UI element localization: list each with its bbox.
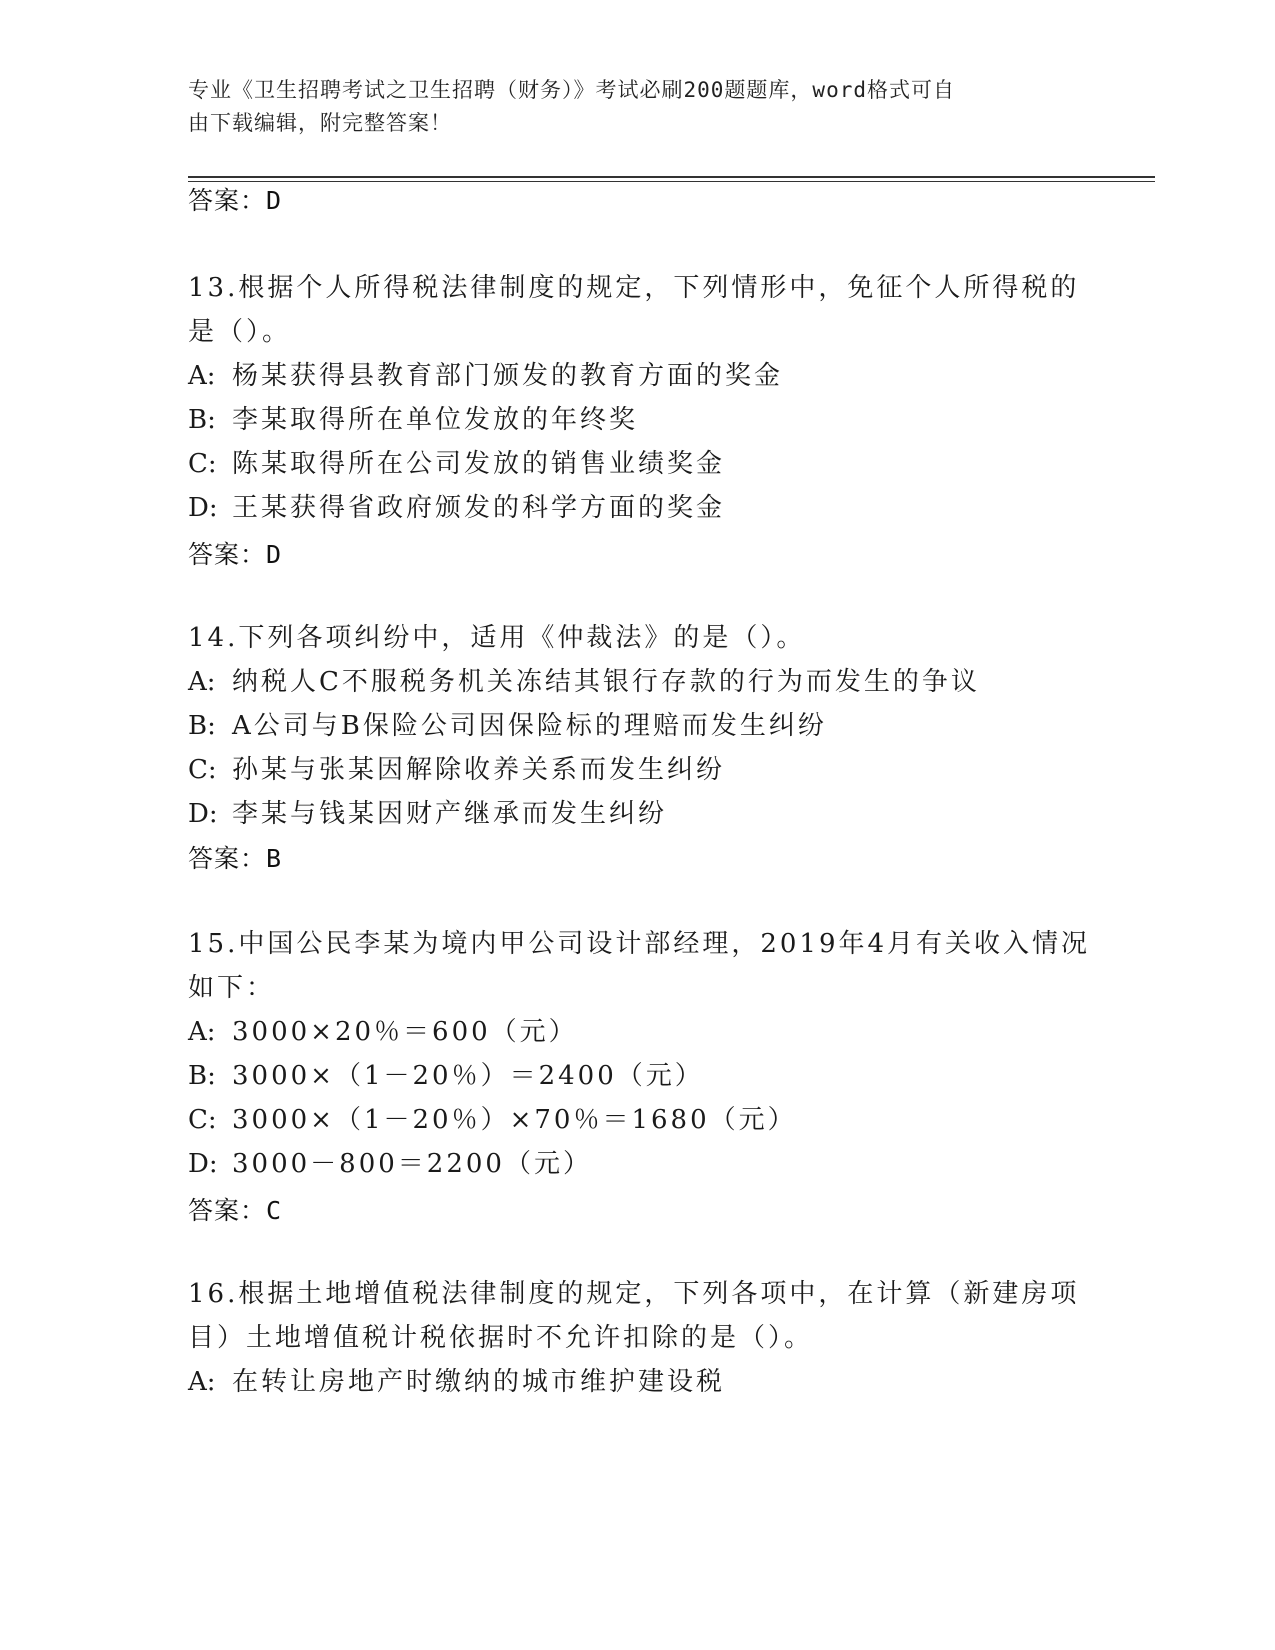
answer-label: 答案： bbox=[188, 844, 267, 873]
answer-value: C bbox=[266, 1196, 282, 1225]
option-letter: B: bbox=[188, 711, 216, 741]
question-14-option-a bbox=[188, 664, 980, 700]
option-letter: A: bbox=[188, 667, 216, 697]
question-13-option-b bbox=[188, 402, 638, 438]
answer-label: 答案： bbox=[188, 540, 267, 569]
question-14-option-b bbox=[188, 708, 827, 744]
option-letter: C: bbox=[188, 449, 217, 479]
answer-label: 答案： bbox=[188, 1196, 267, 1225]
option-text: 孙某与张某因解除收养关系而发生纠纷 bbox=[232, 755, 726, 785]
document-header bbox=[188, 74, 1078, 140]
option-text: 李某与钱某因财产继承而发生纠纷 bbox=[232, 799, 668, 829]
question-14-option-c bbox=[188, 752, 725, 788]
question-15-option-d bbox=[188, 1146, 592, 1182]
header-line-1: 专业《卫生招聘考试之卫生招聘（财务）》考试必刷200题题库，word格式可自 bbox=[188, 78, 955, 102]
option-text: 李某取得所在单位发放的年终奖 bbox=[232, 405, 639, 435]
option-text: 杨某获得县教育部门颁发的教育方面的奖金 bbox=[232, 361, 784, 391]
option-letter: D: bbox=[188, 493, 218, 523]
question-14-line-1: 14.下列各项纠纷中，适用《仲裁法》的是（）。 bbox=[188, 623, 806, 653]
question-15-line-2: 如下： bbox=[188, 973, 276, 1003]
header-line-2: 由下载编辑，附完整答案！ bbox=[188, 111, 452, 135]
option-letter: A: bbox=[188, 1017, 216, 1047]
option-letter: B: bbox=[188, 405, 216, 435]
option-text: 陈某取得所在公司发放的销售业绩奖金 bbox=[232, 449, 726, 479]
option-letter: B: bbox=[188, 1061, 216, 1091]
answer-label: 答案： bbox=[188, 186, 267, 215]
answer-value: D bbox=[266, 540, 282, 569]
option-letter: A: bbox=[188, 1367, 216, 1397]
header-divider-thin bbox=[188, 181, 1155, 182]
question-15-line-1: 15.中国公民李某为境内甲公司设计部经理，2019年4月有关收入情况 bbox=[188, 929, 1091, 959]
option-letter: D: bbox=[188, 1149, 218, 1179]
question-13-line-1: 13.根据个人所得税法律制度的规定，下列情形中，免征个人所得税的 bbox=[188, 273, 1080, 303]
option-text: 王某获得省政府颁发的科学方面的奖金 bbox=[232, 493, 726, 523]
option-letter: C: bbox=[188, 1105, 217, 1135]
option-letter: D: bbox=[188, 799, 218, 829]
option-text: 3000×20％＝600（元） bbox=[232, 1017, 578, 1047]
option-letter: A: bbox=[188, 361, 216, 391]
question-15-answer bbox=[188, 1194, 281, 1228]
answer-value: D bbox=[266, 186, 282, 215]
question-13-line-2: 是（）。 bbox=[188, 317, 292, 347]
question-14-answer bbox=[188, 842, 281, 876]
question-16-line-1: 16.根据土地增值税法律制度的规定，下列各项中，在计算（新建房项 bbox=[188, 1279, 1080, 1309]
question-15-option-b bbox=[188, 1058, 704, 1094]
header-divider bbox=[188, 176, 1155, 178]
question-15-option-a bbox=[188, 1014, 578, 1050]
option-text: 3000×（1－20％）×70％＝1680（元） bbox=[232, 1105, 797, 1135]
answer-line bbox=[188, 184, 281, 218]
option-text: A公司与B保险公司因保险标的理赔而发生纠纷 bbox=[232, 711, 827, 741]
question-13-option-a bbox=[188, 358, 783, 394]
question-14-option-d bbox=[188, 796, 667, 832]
question-16-line-2: 目）土地增值税计税依据时不允许扣除的是（）。 bbox=[188, 1323, 814, 1353]
option-letter: C: bbox=[188, 755, 217, 785]
question-15-option-c bbox=[188, 1102, 797, 1138]
answer-value: B bbox=[266, 844, 282, 873]
option-text: 在转让房地产时缴纳的城市维护建设税 bbox=[232, 1367, 726, 1397]
question-13-option-d bbox=[188, 490, 725, 526]
option-text: 纳税人C不服税务机关冻结其银行存款的行为而发生的争议 bbox=[232, 667, 980, 697]
option-text: 3000×（1－20％）＝2400（元） bbox=[232, 1061, 704, 1091]
question-13-option-c bbox=[188, 446, 725, 482]
question-16-option-a bbox=[188, 1364, 725, 1400]
option-text: 3000－800＝2200（元） bbox=[232, 1149, 592, 1179]
question-13-answer bbox=[188, 538, 281, 572]
